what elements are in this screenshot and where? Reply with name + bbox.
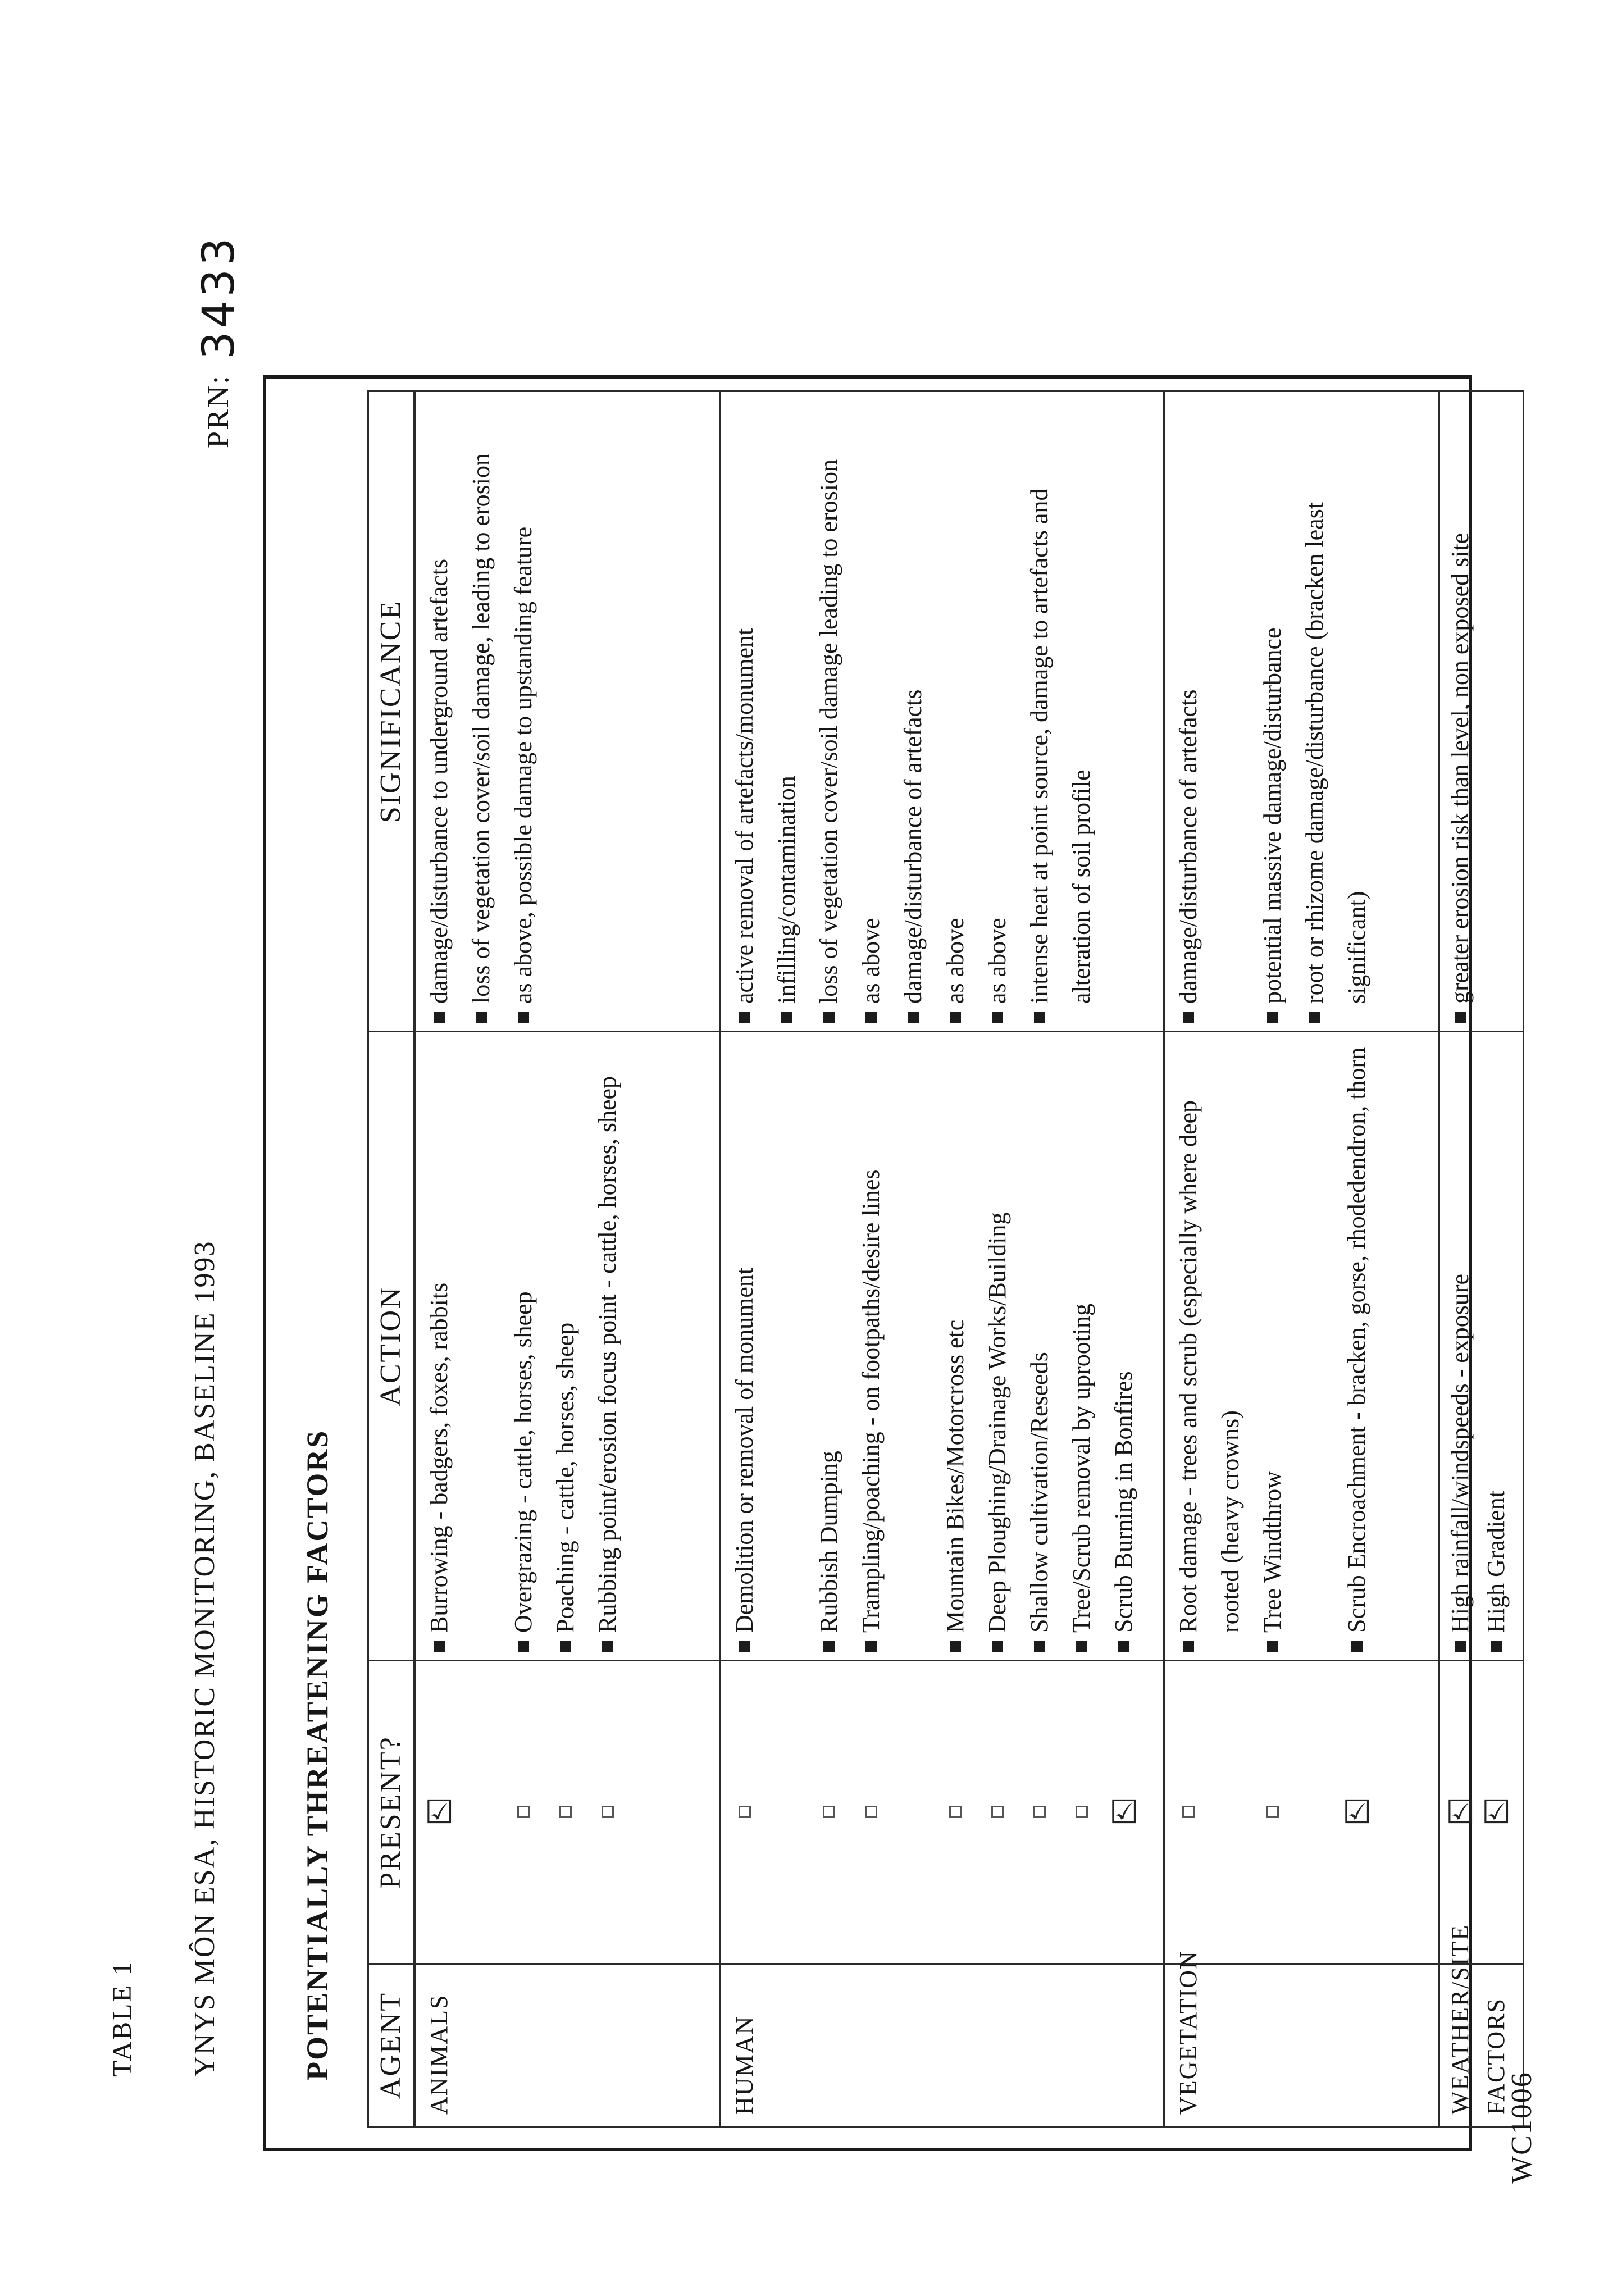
- list-item: Overgrazing - cattle, horses, sheep: [502, 1040, 544, 1652]
- bullet-square-icon: [1455, 1641, 1466, 1652]
- list-item: potential massive damage/disturbance: [1251, 400, 1293, 1023]
- list-item: intense heat at point source, damage to artefacts and alteration of soil profile: [1018, 400, 1102, 1023]
- bullet-square-icon: [1351, 1641, 1363, 1652]
- bullet-square-icon: [434, 1012, 445, 1023]
- bullet-square-icon: [1309, 1012, 1320, 1023]
- bullet-square-icon: [865, 1641, 877, 1652]
- list-item: damage/disturbance of artefacts: [892, 400, 934, 1023]
- list-item: Trampling/poaching - on footpaths/desire lines: [850, 1040, 892, 1652]
- checked-box-icon[interactable]: ☑: [1342, 1793, 1372, 1832]
- col-header-agent: AGENT: [368, 1964, 414, 2127]
- bullet-square-icon: [739, 1641, 750, 1652]
- prn-value-handwritten: 3433: [194, 234, 244, 359]
- agent-weather-site-factors: WEATHER/SITE FACTORS: [1439, 1964, 1524, 2127]
- bullet-square-icon: [739, 1012, 750, 1023]
- checkbox-icon[interactable]: [739, 1806, 751, 1819]
- action-cell-animals: [414, 1032, 721, 1661]
- checked-box-icon[interactable]: ☑: [1446, 1793, 1475, 1832]
- list-item: Rubbing point/erosion focus point - cattle, horses, sheep: [586, 1040, 628, 1652]
- prn-field: [188, 234, 244, 448]
- list-item: active removal of artefacts/monument: [723, 400, 766, 1023]
- list-item: Burrowing - badgers, foxes, rabbits: [418, 1040, 460, 1652]
- checkbox-icon[interactable]: [1076, 1806, 1088, 1819]
- list-item: Tree Windthrow: [1251, 1040, 1293, 1652]
- bullet-square-icon: [781, 1012, 792, 1023]
- list-item: damage/disturbance of artefacts: [1167, 400, 1209, 1023]
- checked-box-icon[interactable]: ☑: [1482, 1793, 1511, 1832]
- checked-box-icon[interactable]: ☑: [1109, 1793, 1138, 1832]
- bullet-square-icon: [1183, 1641, 1194, 1652]
- bullet-square-icon: [823, 1641, 835, 1652]
- bullet-square-icon: [950, 1012, 961, 1023]
- list-item: Deep Ploughing/Drainage Works/Building: [976, 1040, 1018, 1652]
- bullet-square-icon: [908, 1012, 919, 1023]
- present-cell-animals: [414, 1661, 721, 1964]
- bullet-square-icon: [434, 1641, 445, 1652]
- list-item: greater erosion risk than level, non exposed site: [1442, 400, 1478, 1023]
- action-cell-human: [721, 1032, 1164, 1661]
- row-vegetation: [1164, 391, 1439, 2127]
- col-header-present: PRESENT?: [368, 1661, 414, 1964]
- bullet-square-icon: [865, 1012, 877, 1023]
- checkbox-icon[interactable]: [1033, 1806, 1046, 1819]
- present-cell-human: [721, 1661, 1164, 1964]
- threatening-factors-table: [367, 390, 1524, 2128]
- checkbox-icon[interactable]: [517, 1806, 530, 1819]
- checkbox-icon[interactable]: [559, 1806, 572, 1819]
- bullet-square-icon: [1183, 1012, 1194, 1023]
- list-item: Root damage - trees and scrub (especially where deep rooted (heavy crowns): [1167, 1040, 1251, 1652]
- significance-cell-weather: [1439, 391, 1524, 1032]
- significance-cell-animals: [414, 391, 721, 1032]
- bullet-square-icon: [950, 1641, 961, 1652]
- bullet-square-icon: [1267, 1012, 1278, 1023]
- table-number-label: TABLE 1: [107, 1960, 137, 2077]
- section-title: POTENTIALLY THREATENING FACTORS: [300, 1429, 334, 2080]
- list-item: root or rhizome damage/disturbance (bracken least significant): [1293, 400, 1378, 1023]
- row-weather-site-factors: [1439, 391, 1524, 2127]
- bullet-square-icon: [1491, 1641, 1502, 1652]
- list-item: as above: [934, 400, 976, 1023]
- checkbox-icon[interactable]: [949, 1806, 962, 1819]
- checked-box-icon[interactable]: ☑: [424, 1793, 454, 1832]
- list-item: Mountain Bikes/Motorcross etc: [934, 1040, 976, 1652]
- list-item: Rubbish Dumping: [808, 1040, 850, 1652]
- action-cell-vegetation: [1164, 1032, 1439, 1661]
- bullet-square-icon: [1076, 1641, 1087, 1652]
- list-item: Poaching - cattle, horses, sheep: [544, 1040, 586, 1652]
- bullet-square-icon: [992, 1012, 1003, 1023]
- table-frame: [263, 375, 1511, 2151]
- table-header-row: [368, 391, 414, 2127]
- document-title: YNYS MÔN ESA, HISTORIC MONITORING, BASELINE 1993: [189, 1240, 221, 2077]
- list-item: High Gradient: [1478, 1040, 1514, 1652]
- list-item: High rainfall/windspeeds - exposure: [1442, 1040, 1478, 1652]
- col-header-action: ACTION: [368, 1032, 414, 1661]
- agent-human: HUMAN: [721, 1964, 1164, 2127]
- list-item: infilling/contamination: [766, 400, 808, 1023]
- list-item: Scrub Burning in Bonfires: [1102, 1040, 1145, 1652]
- bullet-square-icon: [560, 1641, 571, 1652]
- present-cell-vegetation: [1164, 1661, 1439, 1964]
- list-item: as above: [976, 400, 1018, 1023]
- bullet-square-icon: [518, 1641, 529, 1652]
- checkbox-icon[interactable]: [1182, 1806, 1195, 1819]
- list-item: as above: [850, 400, 892, 1023]
- list-item: Scrub Encroachment - bracken, gorse, rhodedendron, thorn: [1336, 1040, 1378, 1652]
- document-code: WC1006: [1506, 2071, 1538, 2184]
- list-item: loss of vegetation cover/soil damage, leading to erosion: [460, 400, 502, 1023]
- significance-cell-human: [721, 391, 1164, 1032]
- bullet-square-icon: [518, 1012, 529, 1023]
- list-item: Shallow cultivation/Reseeds: [1018, 1040, 1060, 1652]
- bullet-square-icon: [1455, 1012, 1466, 1023]
- list-item: Demolition or removal of monument: [723, 1040, 766, 1652]
- bullet-square-icon: [1034, 1012, 1045, 1023]
- checkbox-icon[interactable]: [1266, 1806, 1279, 1819]
- list-item: Tree/Scrub removal by uprooting: [1060, 1040, 1102, 1652]
- col-header-significance: SIGNIFICANCE: [368, 391, 414, 1032]
- bullet-square-icon: [1118, 1641, 1129, 1652]
- agent-vegetation: VEGETATION: [1164, 1964, 1439, 2127]
- bullet-square-icon: [992, 1641, 1003, 1652]
- bullet-square-icon: [1034, 1641, 1045, 1652]
- checkbox-icon[interactable]: [865, 1806, 877, 1819]
- bullet-square-icon: [602, 1641, 613, 1652]
- bullet-square-icon: [1267, 1641, 1278, 1652]
- list-item: damage/disturbance to underground artefacts: [418, 400, 460, 1023]
- row-animals: [414, 391, 721, 2127]
- checkbox-icon[interactable]: [991, 1806, 1004, 1819]
- present-cell-weather: [1439, 1661, 1524, 1964]
- bullet-square-icon: [476, 1012, 487, 1023]
- list-item: as above, possible damage to upstanding feature: [502, 400, 544, 1023]
- agent-animals: ANIMALS: [414, 1964, 721, 2127]
- checkbox-icon[interactable]: [823, 1806, 835, 1819]
- checkbox-icon[interactable]: [602, 1806, 614, 1819]
- action-cell-weather: [1439, 1032, 1524, 1661]
- prn-label: PRN:: [201, 373, 235, 448]
- significance-cell-vegetation: [1164, 391, 1439, 1032]
- bullet-square-icon: [823, 1012, 835, 1023]
- row-human: [721, 391, 1164, 2127]
- list-item: loss of vegetation cover/soil damage leading to erosion: [808, 400, 850, 1023]
